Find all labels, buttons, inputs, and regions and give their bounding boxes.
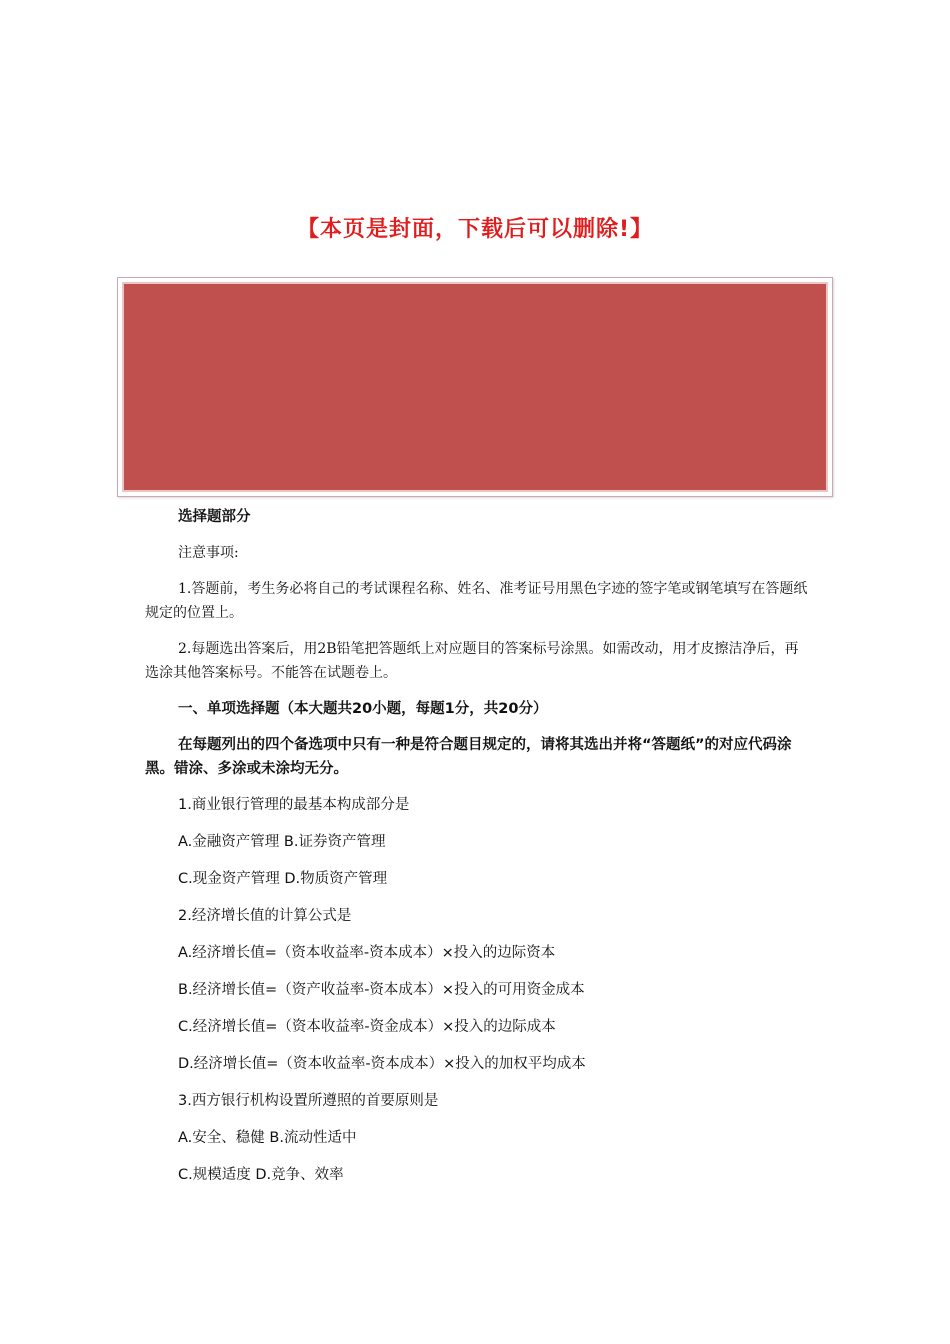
note-item-1: 1.答题前，考生务必将自己的考试课程名称、姓名、准考证号用黑色字迹的签字笔或钢笔填写在答题纸规定的位置上。	[145, 581, 808, 621]
notes-heading: 注意事项:	[178, 545, 239, 561]
question-2-option-a: A.经济增长值=（资本收益率-资本成本）×投入的边际资本	[178, 945, 556, 961]
question-2-option-b: B.经济增长值=（资产收益率-资本成本）×投入的可用资金成本	[178, 982, 585, 998]
note-item-2: 2.每题选出答案后，用2B铅笔把答题纸上对应题目的答案标号涂黑。如需改动，用才皮擦洁净后，再选涂其他答案标号。不能答在试题卷上。	[145, 641, 799, 681]
cover-notice: 【本页是封面，下载后可以删除!】	[296, 217, 654, 242]
cover-banner-fill	[122, 282, 828, 492]
question-2: 2.经济增长值的计算公式是	[178, 908, 352, 924]
document-body	[145, 505, 810, 1200]
question-3: 3.西方银行机构设置所遵照的首要原则是	[178, 1093, 439, 1109]
part-one-instruction: 在每题列出的四个备选项中只有一种是符合题目规定的，请将其选出并将“答题纸”的对应代码涂黑。错涂、多涂或未涂均无分。	[145, 737, 792, 777]
question-1-options-cd: C.现金资产管理 D.物质资产管理	[178, 871, 388, 887]
question-2-option-d: D.经济增长值=（资本收益率-资本成本）×投入的加权平均成本	[178, 1056, 586, 1072]
cover-banner	[117, 277, 833, 497]
question-2-option-c: C.经济增长值=（资本收益率-资金成本）×投入的边际成本	[178, 1019, 556, 1035]
question-1-options-ab: A.金融资产管理 B.证券资产管理	[178, 834, 386, 850]
part-one-title: 一、单项选择题（本大题共20小题，每题1分，共20分）	[178, 701, 548, 717]
question-3-options-cd: C.规模适度 D.竞争、效率	[178, 1167, 344, 1183]
question-1: 1.商业银行管理的最基本构成部分是	[178, 797, 410, 813]
section-title: 选择题部分	[178, 509, 251, 525]
question-3-options-ab: A.安全、稳健 B.流动性适中	[178, 1130, 357, 1146]
